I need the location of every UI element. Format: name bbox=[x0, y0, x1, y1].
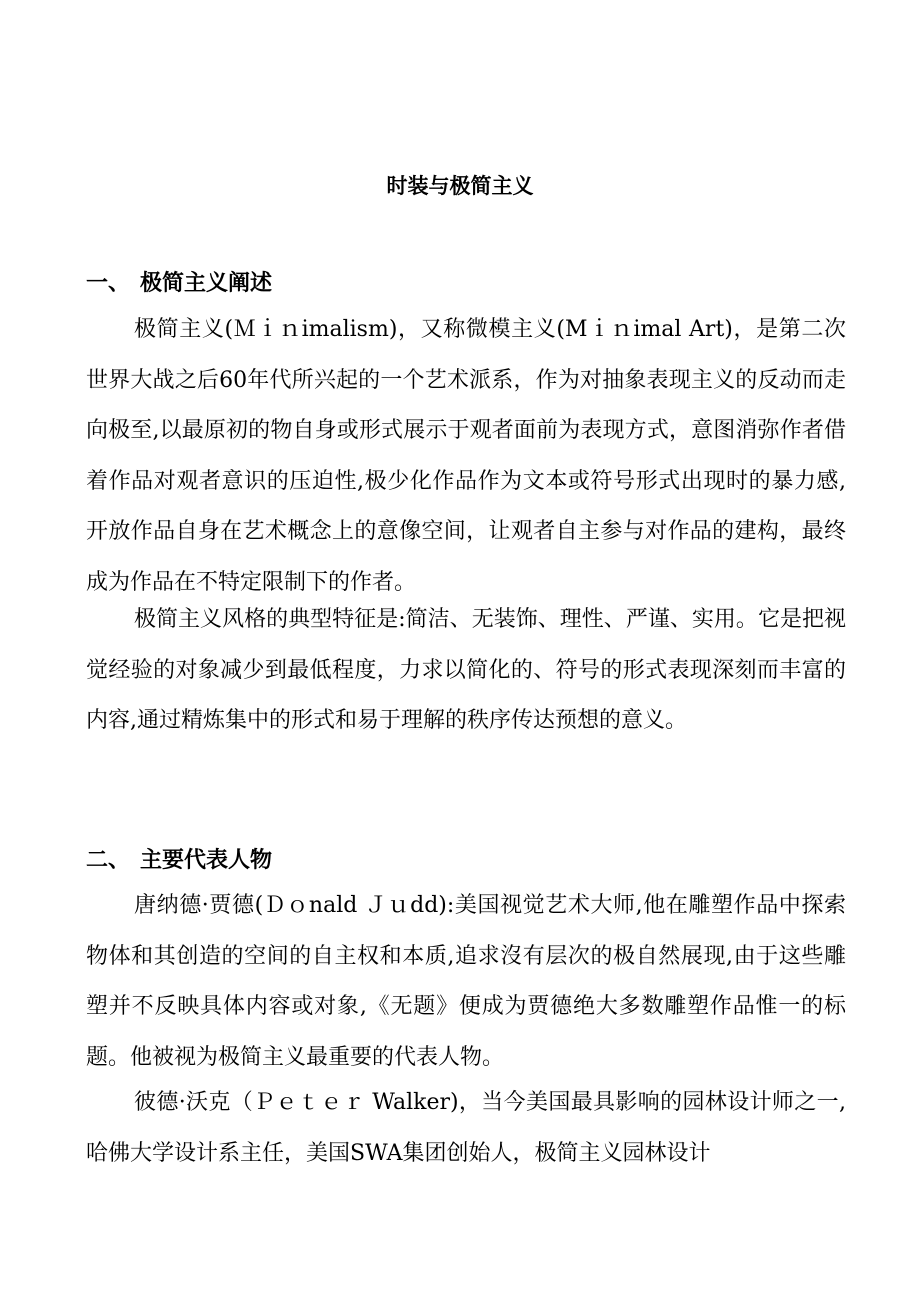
section-heading-1 bbox=[86, 266, 272, 302]
section-title-1: 极简主义阐述 bbox=[140, 271, 273, 296]
paragraph-peter-walker: 彼德·沃克（Ｐｅｔｅｒ Walker)，当今美国最具影响的园林设计师之一,哈佛大学设计系主任，美国SWA集团创始人，极简主义园林设计 bbox=[86, 1090, 846, 1166]
section-heading-2 bbox=[86, 843, 272, 879]
section-number-1: 一、 bbox=[86, 271, 131, 296]
paragraph-minimalism-definition: 极简主义(Ｍｉｎimalism)，又称微模主义(Mｉｎimal Art)，是第二次世界大战之后60年代所兴起的一个艺术派系，作为对抽象表现主义的反动而走向极至,以最原初的物自身或形式展示于观者面前为表现方式，意图消弥作者借着作品对观者意识的压迫性,极少化作品作为文本或符号形式出现时的暴力感,开放作品自身在艺术概念上的意像空间，让观者自主参与对作品的建构，最终成为作品在不特定限制下的作者。 bbox=[86, 317, 846, 595]
paragraph-minimalism-features: 极简主义风格的典型特征是:简洁、无装饰、理性、严谨、实用。它是把视觉经验的对象减少到最低程度，力求以简化的、符号的形式表现深刻而丰富的内容,通过精炼集中的形式和易于理解的秩序传达预想的意义。 bbox=[86, 607, 846, 734]
section-number-2: 二、 bbox=[86, 848, 131, 873]
section-title-2: 主要代表人物 bbox=[140, 848, 273, 873]
document-title: 时装与极简主义 bbox=[386, 174, 534, 198]
paragraph-donald-judd: 唐纳德·贾德(Ｄｏnald Ｊｕdd):美国视觉艺术大师,他在雕塑作品中探索物体和其创造的空间的自主权和本质,追求沒有层次的极自然展现,由于这些雕塑并不反映具体内容或对象,《无题》便成为贾德绝大多数雕塑作品惟一的标题。他被视为极简主义最重要的代表人物。 bbox=[86, 893, 846, 1070]
